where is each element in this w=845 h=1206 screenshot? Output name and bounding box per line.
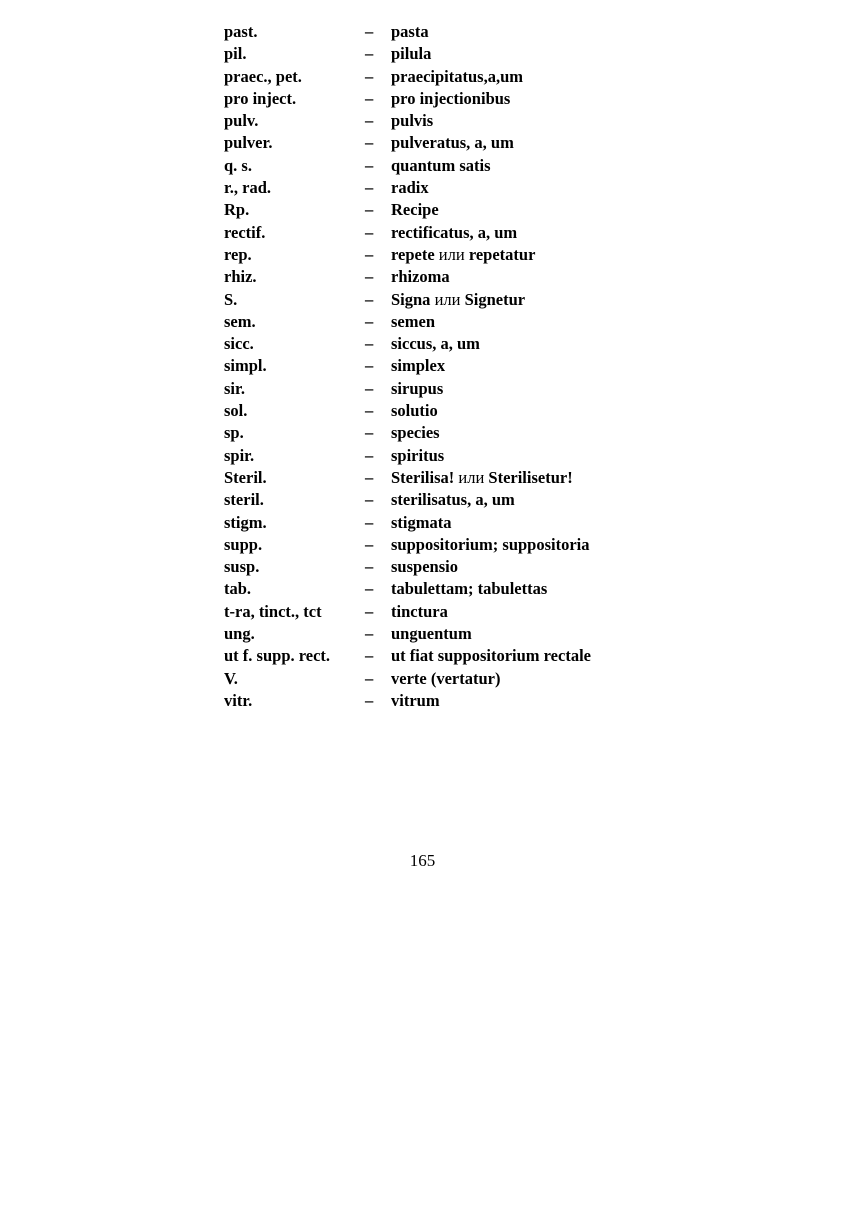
- abbreviation-term: simpl.: [224, 356, 267, 376]
- abbreviation-expansion: [391, 467, 573, 489]
- abbreviation-term: susp.: [224, 557, 260, 577]
- abbreviation-term: rep.: [224, 244, 252, 264]
- abbreviation-expansion: [391, 489, 515, 511]
- expansion-text: verte (vertatur): [391, 668, 501, 688]
- abbreviation-expansion: [391, 110, 433, 132]
- abbreviation-expansion: [391, 422, 440, 444]
- expansion-text: pasta: [391, 22, 429, 41]
- abbreviation-row: [224, 266, 644, 288]
- expansion-text: pro injectionibus: [391, 88, 511, 108]
- abbreviation-row: [224, 21, 644, 43]
- expansion-text: tabulettam; tabulettas: [391, 579, 548, 599]
- expansion-text: suspensio: [391, 557, 458, 577]
- abbreviation-expansion: [391, 645, 591, 667]
- expansion-text: unguentum: [391, 624, 472, 644]
- expansion-text: radix: [391, 178, 429, 198]
- abbreviation-dash: –: [365, 44, 374, 64]
- expansion-text: siccus, a, um: [391, 334, 480, 354]
- abbreviation-term: Rp.: [224, 200, 250, 220]
- abbreviation-expansion: [391, 355, 445, 377]
- abbreviation-row: [224, 690, 644, 712]
- abbreviation-dash: –: [365, 646, 374, 666]
- abbreviation-dash: –: [365, 66, 374, 86]
- abbreviation-term: tab.: [224, 579, 252, 599]
- abbreviation-row: [224, 489, 644, 511]
- abbreviation-row: [224, 155, 644, 177]
- abbreviation-row: [224, 222, 644, 244]
- abbreviation-row: [224, 623, 644, 645]
- expansion-text: simplex: [391, 356, 446, 376]
- abbreviation-dash: –: [365, 244, 374, 264]
- expansion-text: pulveratus, a, um: [391, 133, 514, 153]
- abbreviation-expansion: [391, 21, 429, 43]
- abbreviation-dash: –: [365, 512, 374, 532]
- expansion-text: quantum satis: [391, 155, 491, 175]
- expansion-text: sterilisatus, a, um: [391, 490, 515, 510]
- abbreviation-row: [224, 177, 644, 199]
- abbreviation-expansion: [391, 445, 444, 467]
- abbreviation-dash: –: [365, 155, 374, 175]
- abbreviation-row: [224, 43, 644, 65]
- abbreviation-dash: –: [365, 467, 374, 487]
- abbreviation-list: [224, 21, 644, 712]
- expansion-text: vitrum: [391, 690, 440, 710]
- abbreviation-row: [224, 578, 644, 600]
- abbreviation-expansion: [391, 534, 590, 556]
- abbreviation-row: [224, 333, 644, 355]
- abbreviation-dash: –: [365, 690, 374, 710]
- expansion-text: pilula: [391, 44, 432, 64]
- abbreviation-term: supp.: [224, 534, 263, 554]
- abbreviation-dash: –: [365, 668, 374, 688]
- abbreviation-expansion: [391, 88, 510, 110]
- abbreviation-term: steril.: [224, 490, 264, 510]
- abbreviation-row: [224, 88, 644, 110]
- abbreviation-expansion: [391, 222, 517, 244]
- abbreviation-row: [224, 467, 644, 489]
- abbreviation-dash: –: [365, 111, 374, 131]
- abbreviation-term: sir.: [224, 378, 245, 398]
- abbreviation-dash: –: [365, 378, 374, 398]
- expansion-text: praecipitatus,a,um: [391, 66, 523, 86]
- abbreviation-expansion: [391, 578, 547, 600]
- expansion-text: Signa: [391, 289, 431, 309]
- abbreviation-dash: –: [365, 200, 374, 220]
- expansion-text: suppositorium; suppositoria: [391, 534, 590, 554]
- abbreviation-row: [224, 311, 644, 333]
- abbreviation-term: past.: [224, 22, 258, 41]
- abbreviation-expansion: [391, 400, 438, 422]
- abbreviation-expansion: [391, 556, 458, 578]
- abbreviation-expansion: [391, 333, 480, 355]
- expansion-text: solutio: [391, 401, 438, 421]
- conjunction-or: или: [434, 289, 461, 309]
- abbreviation-term: pro inject.: [224, 88, 297, 108]
- abbreviation-dash: –: [365, 289, 374, 309]
- abbreviation-term: stigm.: [224, 512, 267, 532]
- abbreviation-row: [224, 355, 644, 377]
- expansion-text: tinctura: [391, 601, 448, 621]
- abbreviation-dash: –: [365, 133, 374, 153]
- abbreviation-term: sicc.: [224, 334, 254, 354]
- abbreviation-term: S.: [224, 289, 238, 309]
- expansion-text: sirupus: [391, 378, 444, 398]
- abbreviation-expansion: [391, 601, 448, 623]
- abbreviation-term: sem.: [224, 311, 256, 331]
- abbreviation-dash: –: [365, 401, 374, 421]
- abbreviation-row: [224, 132, 644, 154]
- abbreviation-dash: –: [365, 534, 374, 554]
- abbreviation-expansion: [391, 668, 500, 690]
- abbreviation-expansion: [391, 244, 535, 266]
- expansion-text: rectificatus, a, um: [391, 222, 518, 242]
- expansion-text: Sterilisetur!: [488, 467, 573, 487]
- abbreviation-expansion: [391, 132, 514, 154]
- abbreviation-term: r., rad.: [224, 178, 272, 198]
- abbreviation-dash: –: [365, 624, 374, 644]
- abbreviation-row: [224, 601, 644, 623]
- abbreviation-expansion: [391, 378, 443, 400]
- abbreviation-dash: –: [365, 88, 374, 108]
- abbreviation-row: [224, 645, 644, 667]
- abbreviation-dash: –: [365, 178, 374, 198]
- page-number: 165: [409, 851, 436, 870]
- abbreviation-term: t-ra, tinct., tct: [224, 601, 322, 621]
- abbreviation-expansion: [391, 289, 525, 311]
- abbreviation-term: praec., pet.: [224, 66, 302, 86]
- conjunction-or: или: [438, 244, 465, 264]
- abbreviation-term: V.: [224, 668, 238, 688]
- expansion-text: repetatur: [468, 244, 536, 264]
- abbreviation-row: [224, 66, 644, 88]
- expansion-text: semen: [391, 311, 435, 331]
- expansion-text: repete: [391, 244, 435, 264]
- abbreviation-term: pulv.: [224, 111, 259, 131]
- abbreviation-row: [224, 244, 644, 266]
- abbreviation-dash: –: [365, 222, 374, 242]
- abbreviation-row: [224, 110, 644, 132]
- abbreviation-dash: –: [365, 423, 374, 443]
- abbreviation-expansion: [391, 266, 450, 288]
- abbreviation-dash: –: [365, 22, 374, 41]
- expansion-text: Signetur: [464, 289, 526, 309]
- expansion-text: Sterilisa!: [391, 467, 455, 487]
- expansion-text: species: [391, 423, 440, 443]
- abbreviation-expansion: [391, 512, 452, 534]
- abbreviation-expansion: [391, 177, 429, 199]
- abbreviation-expansion: [391, 199, 439, 221]
- abbreviation-dash: –: [365, 557, 374, 577]
- abbreviation-expansion: [391, 155, 491, 177]
- abbreviation-dash: –: [365, 445, 374, 465]
- expansion-text: pulvis: [391, 111, 434, 131]
- expansion-text: stigmata: [391, 512, 452, 532]
- conjunction-or: или: [458, 467, 485, 487]
- abbreviation-row: [224, 445, 644, 467]
- abbreviation-term: pulver.: [224, 133, 273, 153]
- expansion-text: spiritus: [391, 445, 445, 465]
- expansion-text: ut fiat suppositorium rectale: [391, 646, 591, 666]
- abbreviation-row: [224, 512, 644, 534]
- abbreviation-expansion: [391, 66, 523, 88]
- abbreviation-expansion: [391, 43, 431, 65]
- abbreviation-term: vitr.: [224, 690, 253, 710]
- abbreviation-dash: –: [365, 334, 374, 354]
- abbreviation-dash: –: [365, 267, 374, 287]
- abbreviation-row: [224, 199, 644, 221]
- abbreviation-dash: –: [365, 356, 374, 376]
- abbreviation-row: [224, 556, 644, 578]
- abbreviation-row: [224, 422, 644, 444]
- expansion-text: rhizoma: [391, 267, 450, 287]
- abbreviation-term: pil.: [224, 44, 247, 64]
- abbreviation-dash: –: [365, 579, 374, 599]
- abbreviation-term: Steril.: [224, 467, 267, 487]
- abbreviation-expansion: [391, 690, 440, 712]
- abbreviation-term: ung.: [224, 624, 255, 644]
- abbreviation-row: [224, 534, 644, 556]
- abbreviation-term: spir.: [224, 445, 255, 465]
- abbreviation-dash: –: [365, 311, 374, 331]
- abbreviation-term: q. s.: [224, 155, 252, 175]
- abbreviation-term: sp.: [224, 423, 244, 443]
- abbreviation-term: sol.: [224, 401, 248, 421]
- abbreviation-term: rectif.: [224, 222, 266, 242]
- abbreviation-dash: –: [365, 490, 374, 510]
- abbreviation-row: [224, 289, 644, 311]
- abbreviation-term: rhiz.: [224, 267, 257, 287]
- abbreviation-row: [224, 400, 644, 422]
- abbreviation-dash: –: [365, 601, 374, 621]
- abbreviation-expansion: [391, 311, 435, 333]
- abbreviation-expansion: [391, 623, 472, 645]
- expansion-text: Recipe: [391, 200, 439, 220]
- abbreviation-term: ut f. supp. rect.: [224, 646, 331, 666]
- abbreviation-row: [224, 668, 644, 690]
- abbreviation-row: [224, 378, 644, 400]
